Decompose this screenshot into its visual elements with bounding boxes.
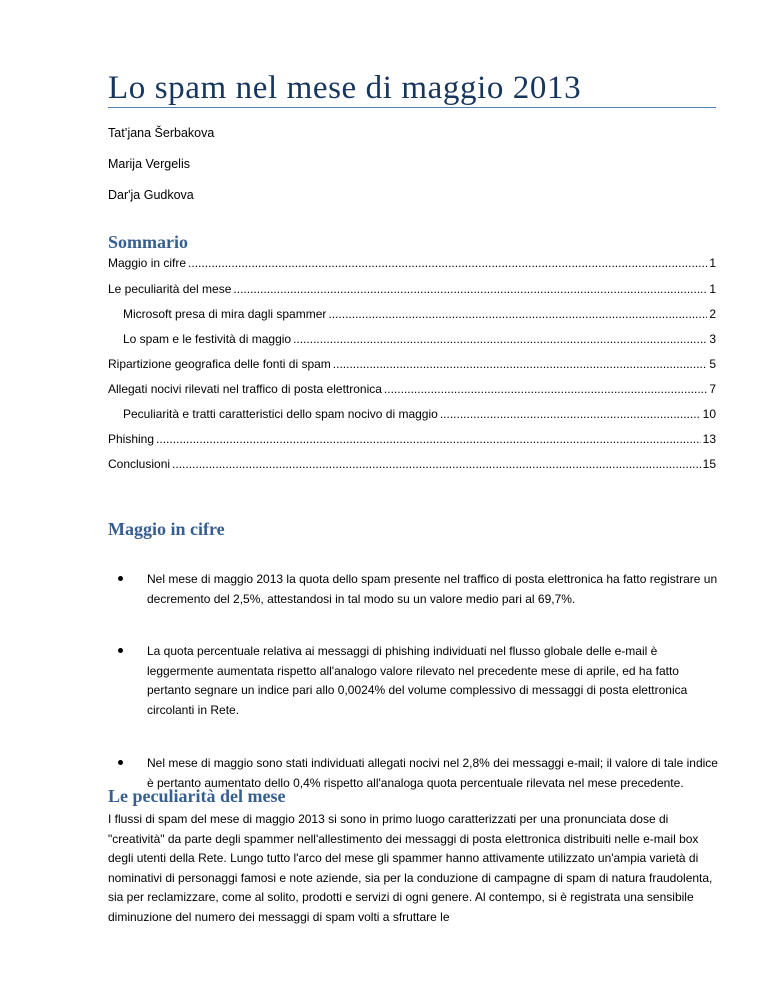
author-1: Tat’jana Šerbakova xyxy=(108,126,215,140)
toc-entry[interactable] xyxy=(123,306,716,322)
toc-entry-text: Le peculiarità del mese xyxy=(108,282,232,296)
toc-leader xyxy=(156,431,701,447)
toc-entry-text: Microsoft presa di mira dagli spammer xyxy=(123,307,327,321)
toc-leader xyxy=(293,331,707,347)
list-item-text: Nel mese di maggio sono stati individuati allegati nocivi nel 2,8% dei messaggi e-mail; il valore di tale indice è pertanto aumentato dello 0,4% rispetto all'analoga quota percentuale rilevata nel mese precedente. xyxy=(147,756,718,790)
toc-entry-text: Lo spam e le festività di maggio xyxy=(123,332,292,346)
toc-entry-page: 7 xyxy=(709,382,716,396)
document-title: Lo spam nel mese di maggio 2013 xyxy=(108,70,582,106)
toc-entry-page: 1 xyxy=(709,256,716,270)
toc-leader xyxy=(328,306,707,322)
toc-heading: Sommario xyxy=(108,232,188,252)
bullet-icon xyxy=(118,760,123,765)
bullet-icon xyxy=(118,648,123,653)
toc-entry-text: Allegati nocivi rilevati nel traffico di posta elettronica xyxy=(108,382,382,396)
toc-entry-page: 1 xyxy=(709,282,716,296)
toc-entry-page: 10 xyxy=(702,407,716,421)
toc-entry-text: Phishing xyxy=(108,432,155,446)
toc-entry[interactable] xyxy=(108,431,716,447)
toc-entry-text: Peculiarità e tratti caratteristici dello spam nocivo di maggio xyxy=(123,407,438,421)
toc-entry[interactable] xyxy=(108,281,716,297)
toc-entry-page: 2 xyxy=(709,307,716,321)
toc-entry-page: 15 xyxy=(702,457,716,471)
toc-entry-page: 3 xyxy=(709,332,716,346)
title-underline xyxy=(108,107,716,108)
toc-leader xyxy=(233,281,707,297)
toc-entry-page: 13 xyxy=(702,432,716,446)
toc-entry-page: 5 xyxy=(709,357,716,371)
toc-entry-text: Maggio in cifre xyxy=(108,256,187,270)
toc-leader xyxy=(384,381,707,397)
toc-entry[interactable] xyxy=(108,255,716,271)
toc-entry[interactable] xyxy=(123,331,716,347)
author-3: Dar'ja Gudkova xyxy=(108,188,194,202)
toc-entry[interactable] xyxy=(108,381,716,397)
section-heading: Maggio in cifre xyxy=(108,519,225,539)
list-item-text: La quota percentuale relativa ai messaggi di phishing individuati nel flusso globale delle e-mail è leggermente aumentata rispetto all'analogo valore rilevato nel precedente mese di aprile, ed ha fatto pertanto segnare un indice pari allo 0,0024% del volume complessivo di messaggi di posta elettronica circolanti in Rete. xyxy=(147,644,688,717)
section-heading: Le peculiarità del mese xyxy=(108,786,286,806)
toc-leader xyxy=(333,356,708,372)
list-item-text: Nel mese di maggio 2013 la quota dello spam presente nel traffico di posta elettronica ha fatto registrare un decremento del 2,5%, attestandosi in tal modo su un valore medio pari al 69,7%. xyxy=(147,572,718,606)
toc-leader xyxy=(188,255,707,271)
author-2: Marija Vergelis xyxy=(108,157,190,171)
toc-entry[interactable] xyxy=(108,456,716,472)
toc-entry-text: Conclusioni xyxy=(108,457,171,471)
toc-leader xyxy=(440,406,701,422)
toc-leader xyxy=(172,456,701,472)
body-paragraph: I flussi di spam del mese di maggio 2013 si sono in primo luogo caratterizzati per una pronunciata dose di "creatività" da parte degli spammer nell'allestimento dei messaggi di posta elettronica distribuiti nelle e-mail box degli utenti della Rete. Lungo tutto l'arco del mese gli spammer hanno attivamente utilizzato un'ampia varietà di nominativi di personaggi famosi e note aziende, sia per la conduzione di campagne di spam di natura fraudolenta, sia per reclamizzare, come al solito, prodotti e servizi di ogni genere. Al contempo, si è registrata una sensibile diminuzione del numero dei messaggi di spam volti a sfruttare le xyxy=(108,812,713,924)
bullet-icon xyxy=(118,576,123,581)
toc-entry-text: Ripartizione geografica delle fonti di spam xyxy=(108,357,331,371)
toc-entry[interactable] xyxy=(108,356,716,372)
toc-entry[interactable] xyxy=(123,406,716,422)
